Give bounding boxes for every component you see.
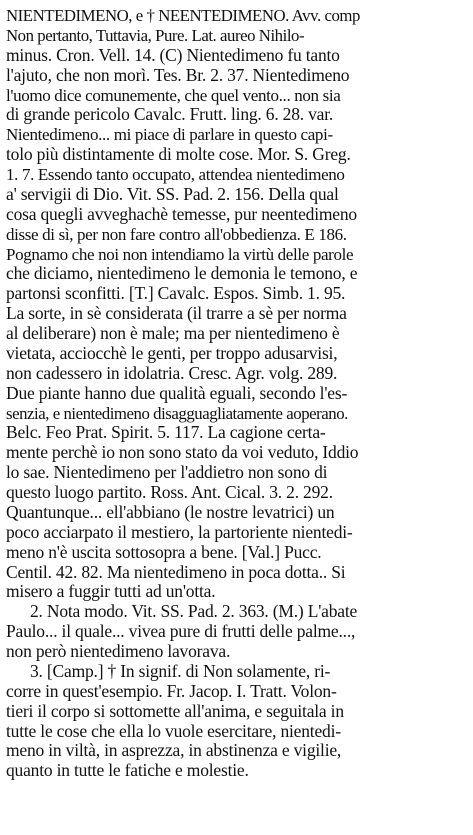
entry-line: Non pertanto, Tuttavia, Pure. Lat. aureo Nihilo- [6,25,305,45]
entry-line: Nientedimeno... mi piace di parlare in questo capi- [6,125,333,145]
entry-line: mente perchè io non sono stato da voi veduto, Iddio [6,442,359,463]
entry-line: Quantunque... ell'abbiano (le nostre levatrici) un [6,501,335,522]
entry-line: Belc. Feo Prat. Spirit. 5. 117. La cagione certa- [6,422,326,443]
entry-line: 3. [Camp.] † In signif. di Non solamente, ri- [30,660,331,681]
entry-line: poco acciarpato il mestiero, la partoriente nientedi- [6,521,353,542]
entry-line: 2. Nota modo. Vit. SS. Pad. 2. 363. (M.) L'abate [30,601,358,622]
entry-line: quanto in tutte le fatiche e molestie. [6,760,249,781]
entry-line: l'uomo dice comunemente, che quel vento... non sia [6,85,341,105]
entry-line: La sorte, in sè considerata (il trarre a sè per norma [6,303,347,324]
entry-line: tolo più distintamente di molte cose. Mor. S. Greg. [6,144,351,165]
entry-line: tieri il corpo si sottomette all'anima, e seguitala in [6,700,344,721]
entry-line: a' servigii di Dio. Vit. SS. Pad. 2. 156. Della qual [6,183,339,204]
entry-line: disse di sì, per non fare contro all'obbedienza. E 186. [6,224,347,244]
entry-line: l'ajuto, che non morì. Tes. Br. 2. 37. Nientedimeno [6,64,350,85]
entry-line: Paulo... il quale... vivea pure di frutti delle palme..., [6,621,356,642]
entry-line: meno n'è uscita sottosopra a bene. [Val.] Pucc. [6,541,322,562]
entry-line: misero a fuggir tutti ad un'otta. [6,581,216,602]
entry-line: senzia, e nientedimeno disagguagliatamente aoperano. [6,403,348,423]
entry-line: vietata, acciocchè le genti, per troppo adusarvisi, [6,342,338,363]
entry-line: al deliberare) non è male; ma per nientedimeno è [6,323,340,343]
entry-line: Pognamo che noi non intendiamo la virtù delle parole [6,244,354,264]
entry-line: Centil. 42. 82. Ma nientedimeno in poca dotta.. Si [6,561,346,582]
entry-line: questo luogo partito. Ross. Ant. Cical. 3. 2. 292. [6,482,333,502]
entry-line: di grande pericolo Cavalc. Frutt. ling. 6. 28. var. [6,104,334,125]
entry-line: cosa quegli avveghachè temesse, pur neentedimeno [6,203,357,224]
entry-line: partonsi sconfitti. [T.] Cavalc. Espos. Simb. 1. 95. [6,283,346,304]
entry-line: corre in quest'esempio. Fr. Jacop. I. Tratt. Volon- [6,680,337,701]
entry-line: minus. Cron. Vell. 14. (C) Nientedimeno fu tanto [6,44,340,65]
dictionary-entry [6,6,468,781]
entry-line: non cadessero in idolatria. Cresc. Agr. volg. 289. [6,362,338,383]
entry-line: lo sae. Nientedimeno per l'addietro non sono di [6,462,328,483]
entry-line: NIENTEDIMENO, e † NEENTEDIMENO. Avv. comp [6,6,360,25]
entry-line: meno in viltà, in asprezza, in abstinenza e vigilie, [6,740,342,761]
entry-line: che diciamo, nientedimeno le demonia le temono, e [6,263,358,284]
entry-line: Due piante hanno due qualità eguali, secondo l'es- [6,382,348,403]
entry-line: tutte le cose che ella lo vuole esercitare, nientedi- [6,720,341,741]
entry-line: 1. 7. Essendo tanto occupato, attendea nientedimeno [6,165,345,184]
entry-line: non però nientedimeno lavorava. [6,641,231,661]
